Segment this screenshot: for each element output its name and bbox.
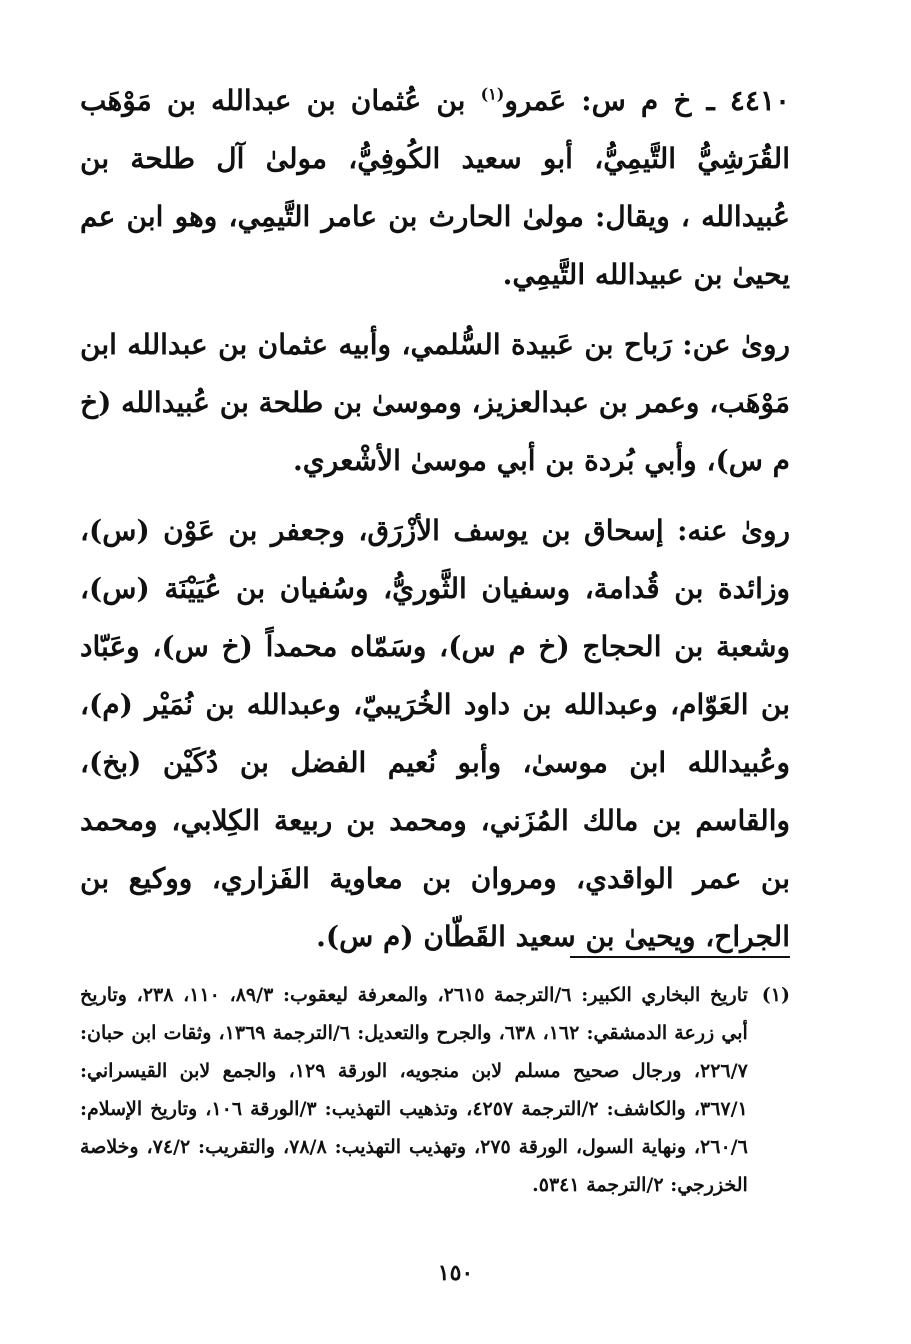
- page-content: [80, 72, 791, 1196]
- narrated-from-label: روىٰ عن:: [682, 328, 790, 361]
- footnote-reference: (١): [480, 84, 505, 104]
- footnote: [80, 976, 790, 1204]
- footnote-number: (١): [761, 984, 790, 1006]
- entry-symbols: خ م س: [591, 84, 692, 117]
- biography-body: [80, 72, 790, 966]
- entry-heading-paragraph: [80, 72, 790, 304]
- entry-lineage: بن عُثمان بن عبدالله بن مَوْهَب القُرَشِيُّ التَّيمِيُّ، أبو سعيد الكُوفِيُّ، مولىٰ آل طلحة بن عُبيدالله ، ويقال: مولىٰ الحارث بن عامر التَّيمِي، وهو ابن عم يحيىٰ بن عبيدالله التَّيمِي.: [80, 84, 790, 291]
- narrated-from-text: رَباح بن عَبيدة السُّلمي، وأبيه عثمان بن عبدالله ابن مَوْهَب، وعمر بن عبدالعزيز، وموسىٰ بن طلحة بن عُبيدالله (خ م س)، وأبي بُردة بن أبي موسىٰ الأشْعري.: [80, 328, 790, 477]
- footnote-divider: [570, 956, 790, 958]
- narrated-by-label: روىٰ عنه:: [677, 514, 790, 547]
- footnote-text: تاريخ البخاري الكبير: ٦/الترجمة ٢٦١٥، والمعرفة ليعقوب: ٨٩/٣، ١١٠، ٢٣٨، وتاريخ أبي زرعة الدمشقي: ١٦٢، ٦٣٨، والجرح والتعديل: ٦/الترجمة ١٣٦٩، وثقات ابن حبان: ٢٢٦/٧، ورجال صحيح مسلم لابن منجويه، الورقة ١٢٩، والجمع لابن القيسراني: ٣٦٧/١، والكاشف: ٢/الترجمة ٤٢٥٧، وتذهيب التهذيب: ٣/الورقة ١٠٦، وتاريخ الإسلام: ٢٦٠/٦، ونهاية السول، الورقة ٢٧٥، وتهذيب التهذيب: ٧٨/٨، والتقريب: ٧٤/٢، وخلاصة الخزرجي: ٢/الترجمة ٥٣٤١.: [80, 984, 748, 1196]
- entry-name: عَمرو: [504, 84, 567, 117]
- narrated-by-text: إسحاق بن يوسف الأزْرَق، وجعفر بن عَوْن (س)، وزائدة بن قُدامة، وسفيان الثَّوريُّ، وسُفيان بن عُيَيْنَة (س)، وشعبة بن الحجاج (خ م س)، وسَمّاه محمداً (خ س)، وعَبّاد بن العَوّام، وعبدالله بن داود الخُرَيبيّ، وعبدالله بن نُمَيْر (م)، وعُبيدالله ابن موسىٰ، وأبو نُعيم الفضل بن دُكَيْن (بخ)، والقاسم بن مالك المُزَني، ومحمد بن ربيعة الكِلابي، ومحمد بن عمر الواقدي، ومروان بن معاوية الفَزاري، ووكيع بن الجراح، ويحيىٰ بن سعيد القَطّان (م س).: [80, 514, 790, 953]
- narrated-by-paragraph: [80, 502, 790, 966]
- narrated-from-paragraph: [80, 316, 790, 490]
- entry-number: ٤٤١٠: [729, 84, 791, 117]
- entry-colon: :: [566, 84, 592, 117]
- entry-dash: ـ: [691, 84, 715, 117]
- page-number: ١٥٠: [437, 1260, 474, 1286]
